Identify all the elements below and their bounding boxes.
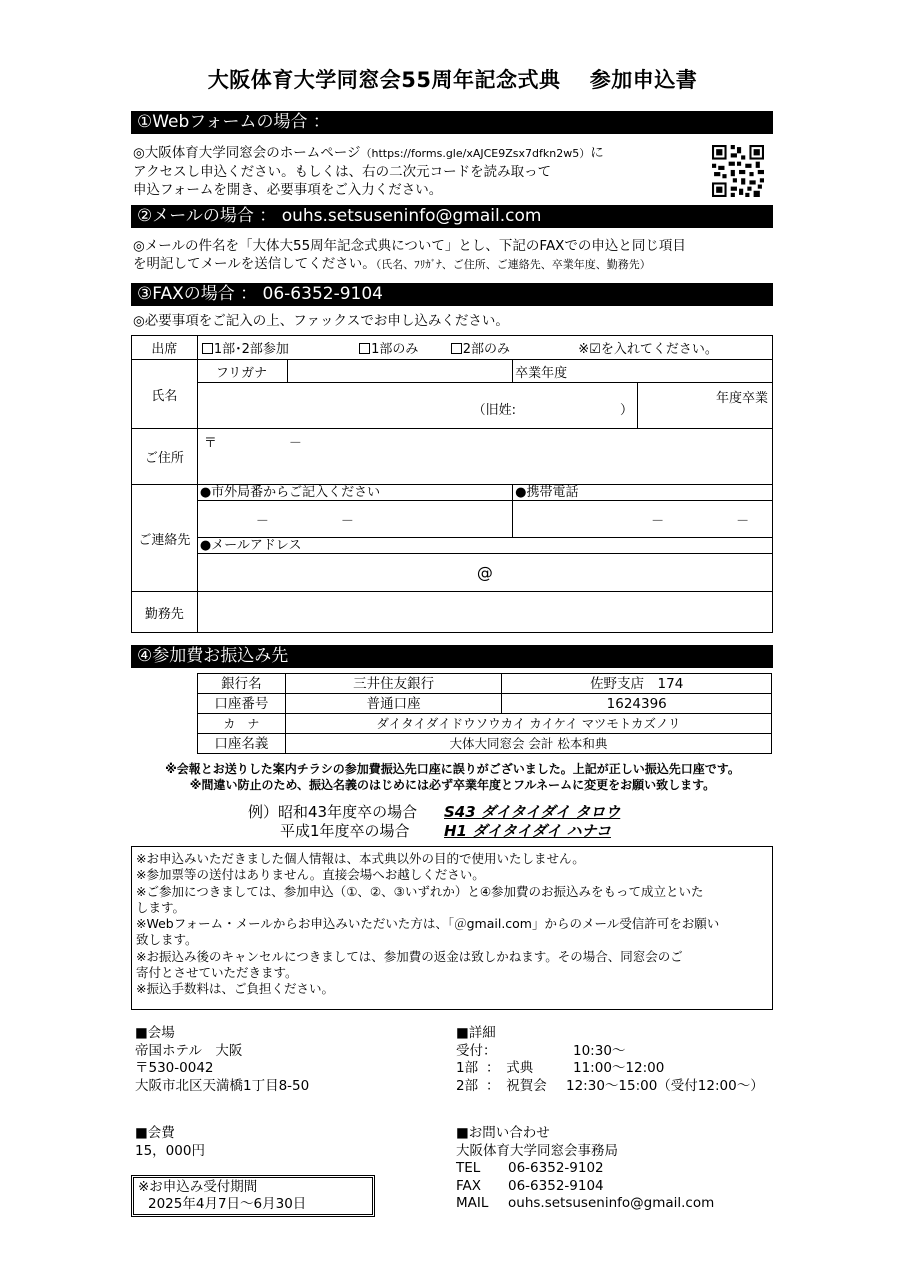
details-row-label: 受付： <box>456 1042 497 1059</box>
checkbox-both[interactable] <box>202 343 213 354</box>
example1-case: 例）昭和43年度卒の場合 <box>248 803 418 821</box>
phone-dash-1: － <box>255 513 269 529</box>
grad-year-label: 卒業年度 <box>513 360 773 383</box>
details-row-time: 12:30～15:00（受付12:00～） <box>566 1077 764 1094</box>
phone-field[interactable] <box>197 501 512 538</box>
qr-code-icon[interactable] <box>712 145 764 197</box>
fee-heading: ■会費 <box>135 1125 175 1141</box>
option-part1-label: 1部のみ <box>371 342 419 357</box>
mobile-dash-2: － <box>736 513 750 529</box>
web-text-line2: アクセスし申込ください。もしくは、右の二次元コードを読み取って <box>133 164 552 180</box>
section-web-text <box>133 144 703 199</box>
payment-warning-line1: ※会報とお送りした案内チラシの参加費振込先口座に誤りがございました。上記が正しい振込先口座です。 <box>165 762 740 776</box>
venue-block <box>135 1025 309 1095</box>
email-field[interactable] <box>197 554 772 592</box>
venue-name: 帝国ホテル 大阪 <box>135 1042 243 1059</box>
page-title: 大阪体育大学同窓会55周年記念式典 参加申込書 <box>207 68 698 92</box>
bank-row-label: 銀行名 <box>198 674 286 694</box>
bank-table <box>197 673 772 754</box>
contact-org: 大阪体育大学同窓会事務局 <box>456 1142 618 1159</box>
bank-row-value: 1624396 <box>502 694 772 714</box>
mail-text-line2b: （氏名、ﾌﾘｶﾞﾅ、ご住所、ご連絡先、卒業年度、勤務先） <box>375 258 651 271</box>
postal-dash: － <box>288 436 302 451</box>
note-line: ※ご参加につきましては、参加申込（①、②、③いずれか）と④参加費のお振込みをもって成立といた <box>136 883 704 899</box>
venue-postal: 〒530-0042 <box>135 1060 214 1076</box>
section-payment-header: ④参加費お振込み先 <box>131 645 773 668</box>
fee-block <box>135 1125 205 1160</box>
details-row-time: 11:00～12:00 <box>573 1060 665 1076</box>
phone-dash-2: － <box>340 513 354 529</box>
web-form-url[interactable]: （https://forms.gle/xAJCE9Zsx7dfkn2w5） <box>360 147 591 160</box>
details-row <box>456 1043 764 1061</box>
venue-heading: ■会場 <box>135 1025 175 1041</box>
note-line: 寄付とさせていただきます。 <box>136 965 298 981</box>
bank-row <box>198 734 772 754</box>
bank-row <box>198 714 772 734</box>
bank-row-value: 三井住友銀行 <box>285 674 502 694</box>
contact-mail[interactable]: ouhs.setsuseninfo@gmail.com <box>508 1195 715 1211</box>
web-text-line3: 申込フォームを開き、必要事項をご入力ください。 <box>133 182 443 198</box>
application-period-box <box>131 1175 375 1217</box>
grad-suffix-label: 年度卒業 <box>715 391 768 406</box>
mail-text-line2a: を明記してメールを送信してください。 <box>133 256 376 272</box>
transfer-examples <box>248 803 620 841</box>
contact-block <box>456 1125 714 1213</box>
web-text-line1a: ◎大阪体育大学同窓会のホームページ <box>133 145 361 161</box>
note-line: 致します。 <box>136 932 198 948</box>
phone-label: ●市外局番からご記入ください <box>197 485 512 501</box>
fax-text-line1: ◎必要事項をご記入の上、ファックスでお申し込みください。 <box>133 313 509 329</box>
example1-name: S43 ダイタイダイ タロウ <box>444 803 621 821</box>
at-mark: @ <box>476 563 493 582</box>
name-label: 氏名 <box>132 360 198 429</box>
note-line: ※お申込みいただきました個人情報は、本式典以外の目的で使用いたしません。 <box>136 851 585 866</box>
section-web-header: ①Webフォームの場合 ： <box>131 111 773 134</box>
name-field[interactable] <box>197 383 637 429</box>
details-row <box>456 1060 764 1078</box>
period-dates: 2025年4月7日～6月30日 <box>148 1196 307 1212</box>
payment-warning <box>0 761 905 793</box>
mobile-field[interactable] <box>513 501 773 538</box>
mail-text-line1: ◎メールの件名を「大体大55周年記念式典について」とし、下記のFAXでの申込と同じ項目 <box>133 238 686 254</box>
mobile-label: ●携帯電話 <box>513 485 773 501</box>
note-line: します。 <box>136 899 186 915</box>
contact-fax-label: FAX <box>456 1177 482 1194</box>
section-mail-header: ②メールの場合 ： ouhs.setsuseninfo@gmail.com <box>131 205 773 228</box>
option-part2-label: 2部のみ <box>462 342 510 357</box>
former-name-label: （旧姓: ） <box>472 403 634 418</box>
details-block <box>456 1025 764 1095</box>
venue-address: 大阪市北区天満橋1丁目8-50 <box>135 1077 310 1094</box>
contact-fax: 06-6352-9104 <box>508 1177 604 1194</box>
bank-row-label: カ ナ <box>198 714 286 734</box>
application-form <box>131 335 773 633</box>
contact-heading: ■お問い合わせ <box>456 1125 550 1141</box>
work-field[interactable] <box>197 592 772 633</box>
address-label: ご住所 <box>132 429 198 485</box>
web-text-line1b: に <box>590 145 604 161</box>
grad-year-field[interactable] <box>638 383 773 429</box>
bank-row <box>198 674 772 694</box>
checkbox-part2[interactable] <box>451 343 462 354</box>
contact-mail-label: MAIL <box>456 1195 489 1211</box>
notes-box <box>131 846 773 1010</box>
example2-case: 平成1年度卒の場合 <box>280 822 410 840</box>
payment-warning-line2: ※間違い防止のため、振込名義のはじめには必ず卒業年度とフルネームに変更をお願い致します。 <box>189 778 716 792</box>
check-note: ※☑を入れてください。 <box>578 342 718 357</box>
details-row <box>456 1078 764 1096</box>
section-fax-header: ③FAXの場合 ： 06-6352-9104 <box>131 283 773 306</box>
contact-label: ご連絡先 <box>132 485 198 592</box>
note-line: ※お振込み後のキャンセルにつきましては、参加費の返金は致しかねます。その場合、同窓会のご <box>136 948 683 964</box>
details-row-label: 2部 <box>456 1077 479 1094</box>
details-row-event: ： 式典 <box>486 1060 534 1076</box>
note-line: ※参加票等の送付はありません。直接会場へお越しください。 <box>136 867 485 883</box>
email-label: ●メールアドレス <box>197 538 772 554</box>
period-label: ※お申込み受付期間 <box>138 1179 258 1195</box>
bank-row-label: 口座番号 <box>198 694 286 714</box>
details-heading: ■詳細 <box>456 1025 496 1041</box>
bank-row-value: ダイタイダイドウソウカイ カイケイ マツモトカズノリ <box>285 714 771 734</box>
bank-row-value: 佐野支店 174 <box>502 674 772 694</box>
attendance-options <box>197 336 772 360</box>
postal-mark: 〒 <box>203 436 217 451</box>
contact-tel[interactable]: 06-6352-9102 <box>508 1160 604 1176</box>
checkbox-part1[interactable] <box>359 343 370 354</box>
note-line: ※Webフォーム・メールからお申込みいただいた方は、「＠gmail.com」からのメール受信許可をお願い <box>136 916 720 932</box>
note-line: ※振込手数料は、ご負担ください。 <box>136 981 334 997</box>
bank-row-value: 普通口座 <box>285 694 502 714</box>
bank-row-value: 大体大同窓会 会計 松本和典 <box>285 734 771 754</box>
details-row-label: 1部 <box>456 1060 479 1076</box>
section-mail-text <box>133 237 778 274</box>
fee-amount: 15，000円 <box>135 1142 205 1159</box>
details-row-time: 10:30～ <box>573 1042 626 1059</box>
address-field[interactable] <box>197 429 772 485</box>
work-label: 勤務先 <box>132 592 198 633</box>
furigana-label: フリガナ <box>197 360 287 383</box>
example2-name: H1 ダイタイダイ ハナコ <box>444 822 611 840</box>
details-row-event: ： 祝賀会 <box>486 1077 547 1094</box>
bank-row-label: 口座名義 <box>198 734 286 754</box>
mobile-dash-1: － <box>651 513 665 529</box>
attendance-label: 出席 <box>132 336 198 360</box>
option-both-label: 1部･2部参加 <box>213 342 289 357</box>
bank-row <box>198 694 772 714</box>
furigana-field[interactable] <box>287 360 512 383</box>
contact-tel-label: TEL <box>456 1160 481 1176</box>
